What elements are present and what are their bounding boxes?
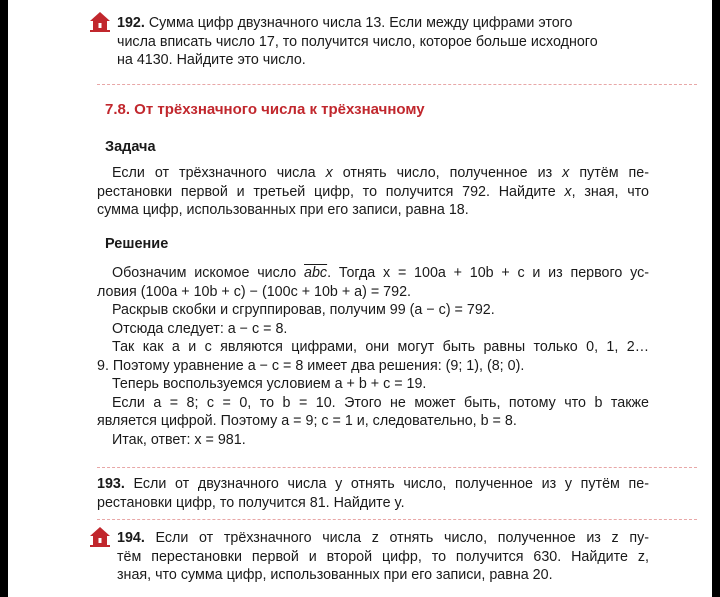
house-warning-icon: [89, 10, 111, 32]
textbook-page: [8, 0, 712, 597]
solution-line-3: Раскрыв скобки и сгруппировав, получим 99 (a − c) = 792.: [112, 302, 495, 318]
problem-194-line-1: Если от трёхзначного числа z отнять число, полученное из z пу-: [155, 530, 649, 546]
solution-line-9: является цифрой. Поэтому a = 9; c = 1 и, следовательно, b = 8.: [97, 413, 517, 429]
solution-line-7: Теперь воспользуемся условием a + b + c = 19.: [112, 376, 427, 392]
task-line-3: сумма цифр, использованных при его записи, равна 18.: [97, 202, 469, 218]
solution-text: [97, 264, 649, 449]
problem-194-line-2: тём перестановки первой и второй цифр, то получится 630. Найдите z,: [117, 548, 649, 565]
problem-193: [97, 475, 649, 512]
solution-line-4: Отсюда следует: a − c = 8.: [112, 320, 288, 337]
problem-194-number: 194.: [117, 530, 145, 546]
problem-193-number: 193.: [97, 476, 125, 492]
solution-line-1: Обозначим искомое число $\overline{abc}$. Тогда x = 100a + 10b + c и из первого ус-: [112, 265, 649, 281]
task-text: [97, 164, 649, 220]
solution-line-8: Если a = 8; c = 0, то b = 10. Этого не может быть, потому что b также: [112, 394, 649, 411]
task-heading: Задача: [105, 139, 156, 155]
problem-193-line-1: Если от двузначного числа y отнять число, полученное из y путём пе-: [133, 476, 649, 492]
problem-194-line-3: зная, что сумма цифр, использованных при его записи, равна 20.: [117, 567, 553, 583]
divider: [97, 467, 697, 468]
divider: [97, 84, 697, 85]
problem-192-line-1: Сумма цифр двузначного числа 13. Если между цифрами этого: [148, 15, 573, 31]
task-line-1: Если от трёхзначного числа x отнять число, полученное из x путём пе-: [112, 165, 649, 181]
task-line-2: рестановки первой и третьей цифр, то получится 792. Найдите x, зная, что: [97, 183, 649, 200]
problem-192-number: 192.: [117, 15, 145, 31]
house-warning-icon: [89, 525, 111, 547]
solution-line-6: 9. Поэтому уравнение a − c = 8 имеет два решения: (9; 1), (8; 0).: [97, 357, 525, 374]
problem-193-line-2: рестановки цифр, то получится 81. Найдите y.: [97, 494, 405, 511]
problem-192: [117, 14, 657, 70]
solution-heading: Решение: [105, 236, 169, 252]
divider: [97, 519, 697, 520]
problem-194: [117, 529, 649, 585]
problem-192-line-2: числа вписать число 17, то получится число, которое больше исходного: [117, 33, 598, 50]
solution-line-5: Так как a и c являются цифрами, они могут быть равны только 0, 1, 2…: [112, 339, 649, 355]
section-title: 7.8. От трёхзначного числа к трёхзначному: [105, 101, 425, 118]
solution-line-10: Итак, ответ: x = 981.: [112, 431, 246, 448]
problem-192-line-3: на 4130. Найдите это число.: [117, 52, 306, 68]
solution-line-2: ловия (100a + 10b + c) − (100c + 10b + a) = 792.: [97, 283, 411, 300]
